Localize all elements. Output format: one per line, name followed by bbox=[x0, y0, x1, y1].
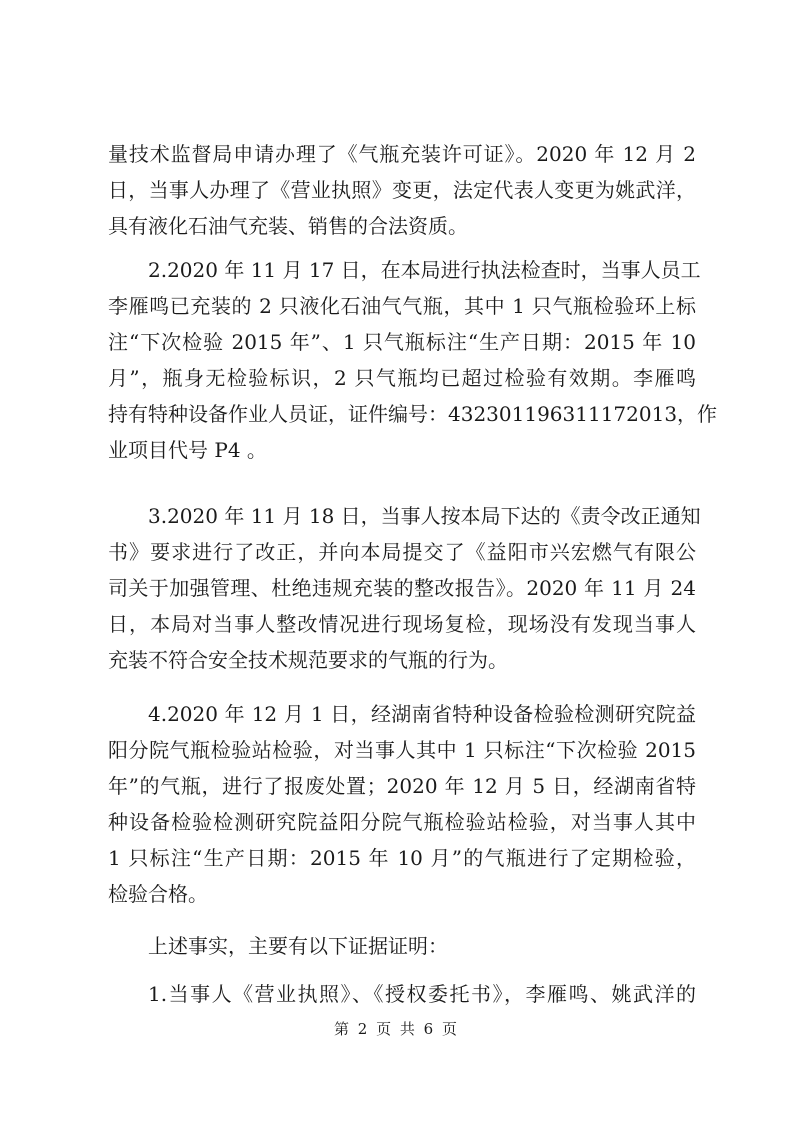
page-number-footer: 第 2 页 共 6 页 bbox=[334, 1020, 459, 1038]
paragraph-3-first-line: 3.2020 年 11 月 18 日，当事人按本局下达的《责令改正通知 bbox=[148, 504, 701, 528]
body-line: 年”的气瓶，进行了报废处置；2020 年 12 月 5 日，经湖南省特 bbox=[108, 774, 696, 798]
body-line: 日，当事人办理了《营业执照》变更，法定代表人变更为姚武洋， bbox=[108, 178, 696, 202]
body-line: 检验合格。 bbox=[108, 882, 208, 906]
body-line: 种设备检验检测研究院益阳分院气瓶检验站检验，对当事人其中 bbox=[108, 810, 696, 834]
paragraph-4-first-line: 4.2020 年 12 月 1 日，经湖南省特种设备检验检测研究院益 bbox=[148, 702, 696, 726]
evidence-intro-line: 上述事实，主要有以下证据证明： bbox=[148, 934, 448, 958]
paragraph-2-first-line: 2.2020 年 11 月 17 日，在本局进行执法检查时，当事人员工 bbox=[148, 258, 701, 282]
body-line: 阳分院气瓶检验站检验，对当事人其中 1 只标注“下次检验 2015 bbox=[108, 738, 696, 762]
body-line: 业项目代号 P4 。 bbox=[108, 438, 267, 462]
body-line: 月”，瓶身无检验标识，2 只气瓶均已超过检验有效期。李雁鸣 bbox=[108, 366, 696, 390]
body-line: 具有液化石油气充装、销售的合法资质。 bbox=[108, 214, 468, 238]
body-line: 注“下次检验 2015 年”、1 只气瓶标注“生产日期：2015 年 10 bbox=[108, 330, 696, 354]
body-line: 李雁鸣已充装的 2 只液化石油气气瓶，其中 1 只气瓶检验环上标 bbox=[108, 294, 696, 318]
body-line: 司关于加强管理、杜绝违规充装的整改报告》。2020 年 11 月 24 bbox=[108, 576, 696, 600]
body-line: 日，本局对当事人整改情况进行现场复检，现场没有发现当事人 bbox=[108, 612, 696, 636]
body-line: 1 只标注“生产日期：2015 年 10 月”的气瓶进行了定期检验， bbox=[108, 846, 696, 870]
body-line: 充装不符合安全技术规范要求的气瓶的行为。 bbox=[108, 648, 508, 672]
body-line: 书》要求进行了改正，并向本局提交了《益阳市兴宏燃气有限公 bbox=[108, 540, 696, 564]
body-line: 量技术监督局申请办理了《气瓶充装许可证》。2020 年 12 月 2 bbox=[108, 142, 696, 166]
evidence-item-1: 1.当事人《营业执照》、《授权委托书》，李雁鸣、姚武洋的 bbox=[148, 982, 696, 1006]
body-line: 持有特种设备作业人员证，证件编号：432301196311172013，作 bbox=[108, 402, 718, 426]
